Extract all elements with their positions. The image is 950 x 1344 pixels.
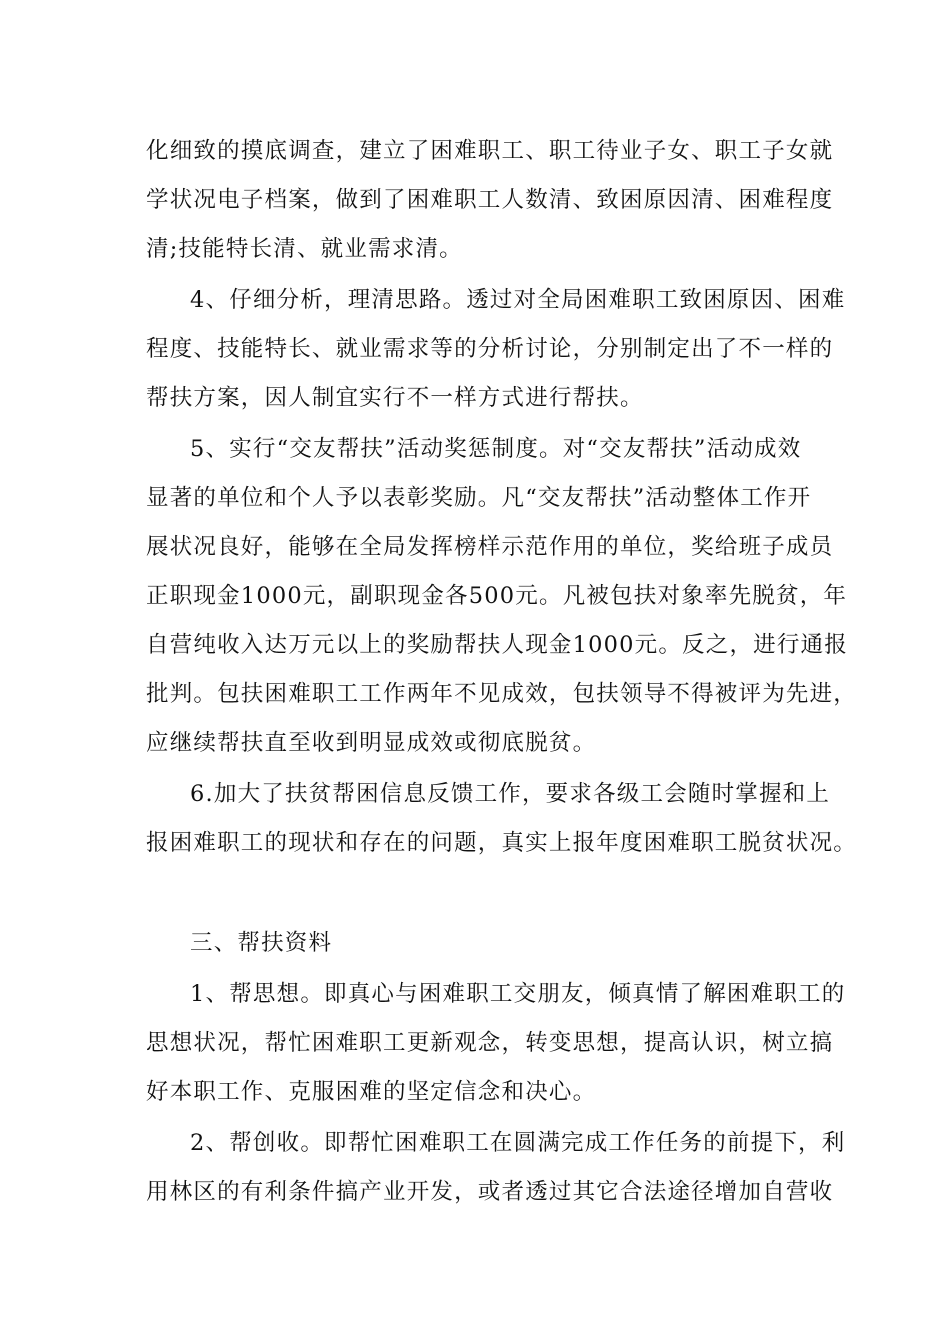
paragraph-line: 6.加大了扶贫帮困信息反馈工作，要求各级工会随时掌握和上 xyxy=(190,781,831,807)
paragraph-line: 学状况电子档案，做到了困难职工人数清、致困原因清、困难程度 xyxy=(146,187,834,213)
paragraph-line: 批判。包扶困难职工工作两年不见成效，包扶领导不得被评为先进， xyxy=(146,681,858,707)
paragraph-line: 4、仔细分析，理清思路。透过对全局困难职工致困原因、困难 xyxy=(190,287,846,313)
paragraph-line: 显著的单位和个人予以表彰奖励。凡“交友帮扶”活动整体工作开 xyxy=(146,485,812,511)
paragraph-line: 化细致的摸底调查，建立了困难职工、职工待业子女、职工子女就 xyxy=(146,138,834,164)
section-heading: 三、帮扶资料 xyxy=(190,930,333,956)
paragraph-line: 正职现金1000元，副职现金各500元。凡被包扶对象率先脱贫，年 xyxy=(146,583,848,609)
paragraph-line: 自营纯收入达万元以上的奖励帮扶人现金1000元。反之，进行通报 xyxy=(146,632,848,658)
paragraph-line: 展状况良好，能够在全局发挥榜样示范作用的单位，奖给班子成员 xyxy=(146,534,834,560)
paragraph-line: 报困难职工的现状和存在的问题，真实上报年度困难职工脱贫状况。 xyxy=(146,830,858,856)
paragraph-line: 应继续帮扶直至收到明显成效或彻底脱贫。 xyxy=(146,730,597,756)
paragraph-line: 1、帮思想。即真心与困难职工交朋友，倾真情了解困难职工的 xyxy=(190,981,846,1007)
paragraph-line: 清;技能特长清、就业需求清。 xyxy=(146,236,463,262)
paragraph-line: 用林区的有利条件搞产业开发，或者透过其它合法途径增加自营收 xyxy=(146,1179,834,1205)
paragraph-line: 2、帮创收。即帮忙困难职工在圆满完成工作任务的前提下，利 xyxy=(190,1130,846,1156)
paragraph-line: 好本职工作、克服困难的坚定信念和决心。 xyxy=(146,1079,597,1105)
paragraph-line: 思想状况，帮忙困难职工更新观念，转变思想，提高认识，树立搞 xyxy=(146,1030,834,1056)
paragraph-line: 帮扶方案，因人制宜实行不一样方式进行帮扶。 xyxy=(146,385,644,411)
paragraph-line: 程度、技能特长、就业需求等的分析讨论，分别制定出了不一样的 xyxy=(146,336,834,362)
paragraph-line: 5、实行“交友帮扶”活动奖惩制度。对“交友帮扶”活动成效 xyxy=(190,436,802,462)
